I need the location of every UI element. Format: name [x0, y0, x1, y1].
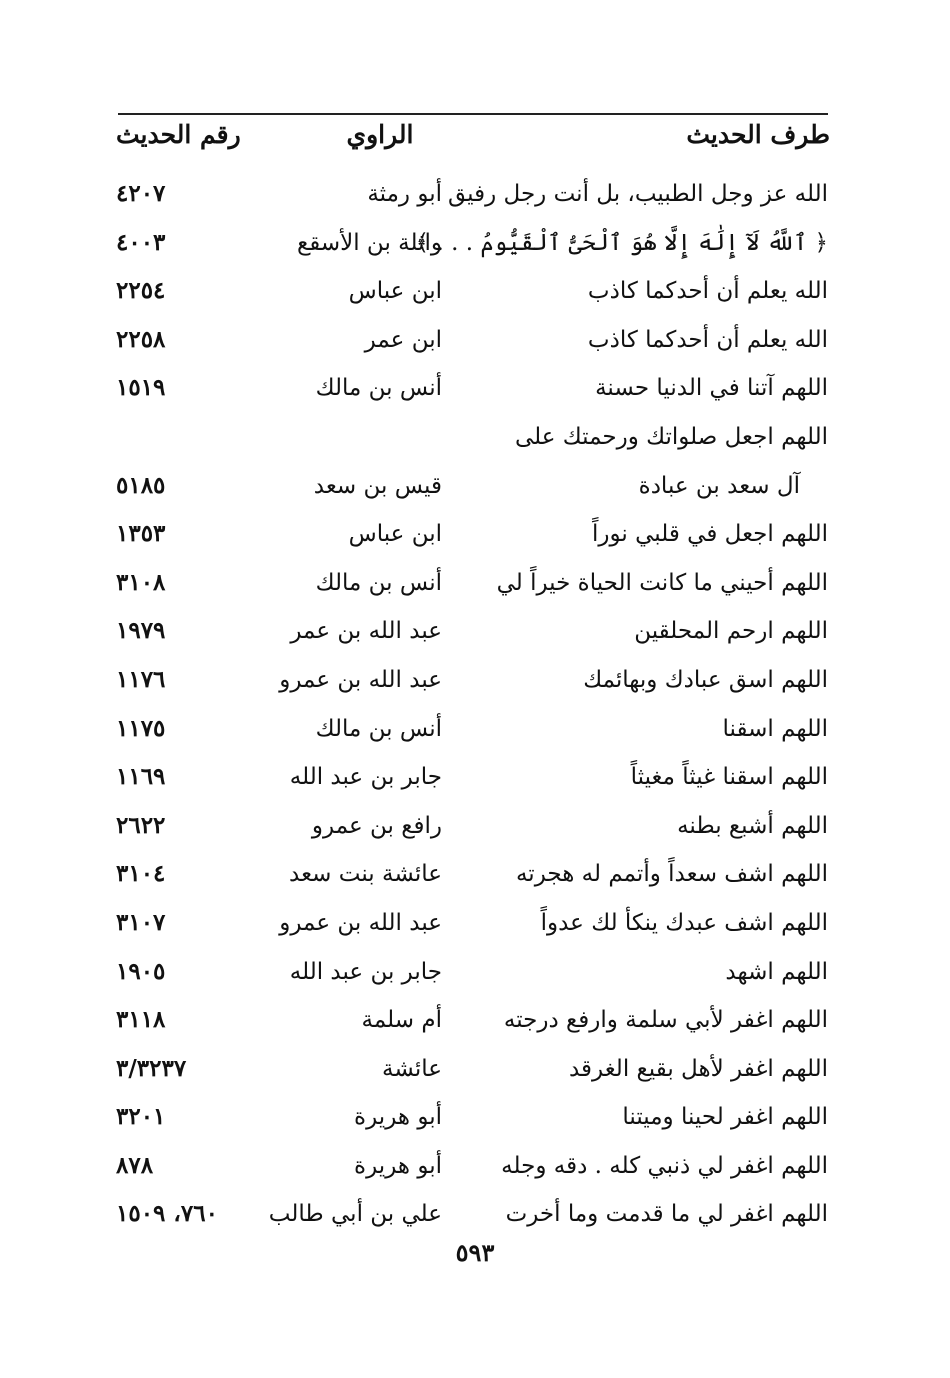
column-header-number: رقم الحديث [116, 120, 241, 149]
narrator-name: أنس بن مالك [315, 715, 442, 742]
hadith-number: ٣١٠٤ [116, 860, 166, 888]
narrator-name: جابر بن عبد الله [289, 958, 442, 985]
hadith-text: اللهم اسقنا [722, 715, 828, 742]
narrator-name: أم سلمة [361, 1007, 442, 1034]
hadith-number: ٣١٠٧ [116, 908, 166, 936]
hadith-number: ٢٢٥٨ [116, 325, 166, 353]
table-row [0, 172, 950, 221]
hadith-text: اللهم اشف عبدك ينكأ لك عدواً [540, 909, 828, 936]
hadith-number: ١١٦٩ [116, 763, 166, 791]
hadith-text: الله يعلم أن أحدكما كاذب [587, 278, 828, 305]
hadith-number: ٣٢٠١ [116, 1103, 166, 1131]
hadith-text: اللهم آتنا في الدنيا حسنة [595, 375, 828, 402]
table-row [0, 901, 950, 950]
narrator-name: جابر بن عبد الله [289, 764, 442, 791]
hadith-number: ٧٦٠، ١٥٠٩ [116, 1200, 218, 1228]
hadith-number: ٥١٨٥ [116, 471, 166, 499]
header-rule [118, 113, 828, 115]
hadith-text: الله يعلم أن أحدكما كاذب [587, 326, 828, 353]
hadith-text: اللهم اجعل صلواتك ورحمتك على [514, 423, 828, 450]
hadith-text: الله عز وجل الطبيب، بل أنت رجل رفيق [448, 181, 828, 207]
table-row [0, 269, 950, 318]
table-row [0, 852, 950, 901]
page-number: ٥٩٣ [455, 1238, 495, 1267]
narrator-name: علي بن أبي طالب [268, 1201, 442, 1228]
table-row [0, 658, 950, 707]
hadith-text: اللهم أحيني ما كانت الحياة خيراً لي [496, 569, 828, 596]
table-row [0, 512, 950, 561]
hadith-number: ٨٧٨ [116, 1151, 154, 1179]
table-row [0, 318, 950, 367]
hadith-number: ٢٢٥٤ [116, 277, 166, 305]
narrator-name: عائشة [382, 1055, 442, 1082]
table-row [0, 366, 950, 415]
hadith-text: اللهم اشف سعداً وأتمم له هجرته [515, 861, 828, 888]
hadith-number: ١٥١٩ [116, 374, 166, 402]
hadith-text: اللهم اغفر لحينا وميتنا [622, 1104, 828, 1131]
hadith-text: ﴿ ٱللَّهُ لَآ إِلَٰهَ إِلَّا هُوَ ٱلْحَىُّ ٱلْقَيُّومُ . . . ﴾ [415, 229, 828, 256]
hadith-text: اللهم اشهد [725, 958, 828, 985]
hadith-text: اللهم اغفر لأبي سلمة وارفع درجته [503, 1007, 828, 1034]
hadith-number: ٣/٣٢٣٧ [116, 1054, 187, 1082]
column-header-narrator: الراوي [346, 120, 414, 149]
narrator-name: عبد الله بن عمرو [279, 666, 442, 693]
hadith-text: آل سعد بن عبادة [638, 472, 800, 499]
table-row [0, 755, 950, 804]
hadith-number: ١١٧٥ [116, 714, 166, 742]
index-table [0, 172, 950, 1241]
hadith-text: اللهم اغفر لي ما قدمت وما أخرت [505, 1201, 828, 1228]
hadith-number: ٤٠٠٣ [116, 228, 166, 256]
table-row [0, 1047, 950, 1096]
narrator-name: ابن عمر [364, 326, 442, 353]
hadith-text: اللهم اغفر لي ذنبي كله . دقه وجله [501, 1152, 828, 1179]
narrator-name: عبد الله بن عمر [290, 618, 442, 645]
narrator-name: ابن عباس [348, 278, 442, 305]
table-row [0, 561, 950, 610]
table-row [0, 464, 950, 513]
narrator-name: أنس بن مالك [315, 375, 442, 402]
hadith-text: اللهم ارحم المحلقين [634, 618, 828, 645]
hadith-number: ٤٢٠٧ [116, 180, 166, 207]
hadith-number: ٣١١٨ [116, 1006, 166, 1034]
table-row [0, 804, 950, 853]
hadith-number: ١٩٠٥ [116, 957, 166, 985]
hadith-number: ٣١٠٨ [116, 568, 166, 596]
narrator-name: قيس بن سعد [313, 472, 442, 499]
hadith-text: اللهم اسق عبادك وبهائمك [583, 666, 828, 693]
table-row [0, 998, 950, 1047]
table-row [0, 221, 950, 270]
table-row [0, 415, 950, 464]
narrator-name: أبو هريرة [354, 1104, 442, 1131]
narrator-name: أبو رمثة [367, 181, 442, 207]
narrator-name: واثلة بن الأسقع [296, 229, 442, 256]
narrator-name: أبو هريرة [354, 1152, 442, 1179]
hadith-text: اللهم أشبع بطنه [677, 812, 828, 839]
narrator-name: أنس بن مالك [315, 569, 442, 596]
hadith-text: اللهم اغفر لأهل بقيع الغرقد [568, 1055, 828, 1082]
table-row [0, 1144, 950, 1193]
table-row [0, 707, 950, 756]
hadith-number: ١١٧٦ [116, 665, 166, 693]
hadith-text: اللهم اسقنا غيثاً مغيثاً [630, 764, 828, 791]
hadith-number: ١٩٧٩ [116, 617, 166, 645]
table-row [0, 1095, 950, 1144]
hadith-text: اللهم اجعل في قلبي نوراً [592, 521, 828, 548]
table-row [0, 1192, 950, 1241]
column-header-hadith: طرف الحديث [686, 120, 830, 149]
hadith-number: ١٣٥٣ [116, 520, 166, 548]
hadith-number: ٢٦٢٢ [116, 811, 166, 839]
narrator-name: ابن عباس [348, 521, 442, 548]
table-row [0, 950, 950, 999]
narrator-name: عبد الله بن عمرو [279, 909, 442, 936]
narrator-name: رافع بن عمرو [311, 812, 442, 839]
table-row [0, 609, 950, 658]
narrator-name: عائشة بنت سعد [289, 861, 442, 888]
